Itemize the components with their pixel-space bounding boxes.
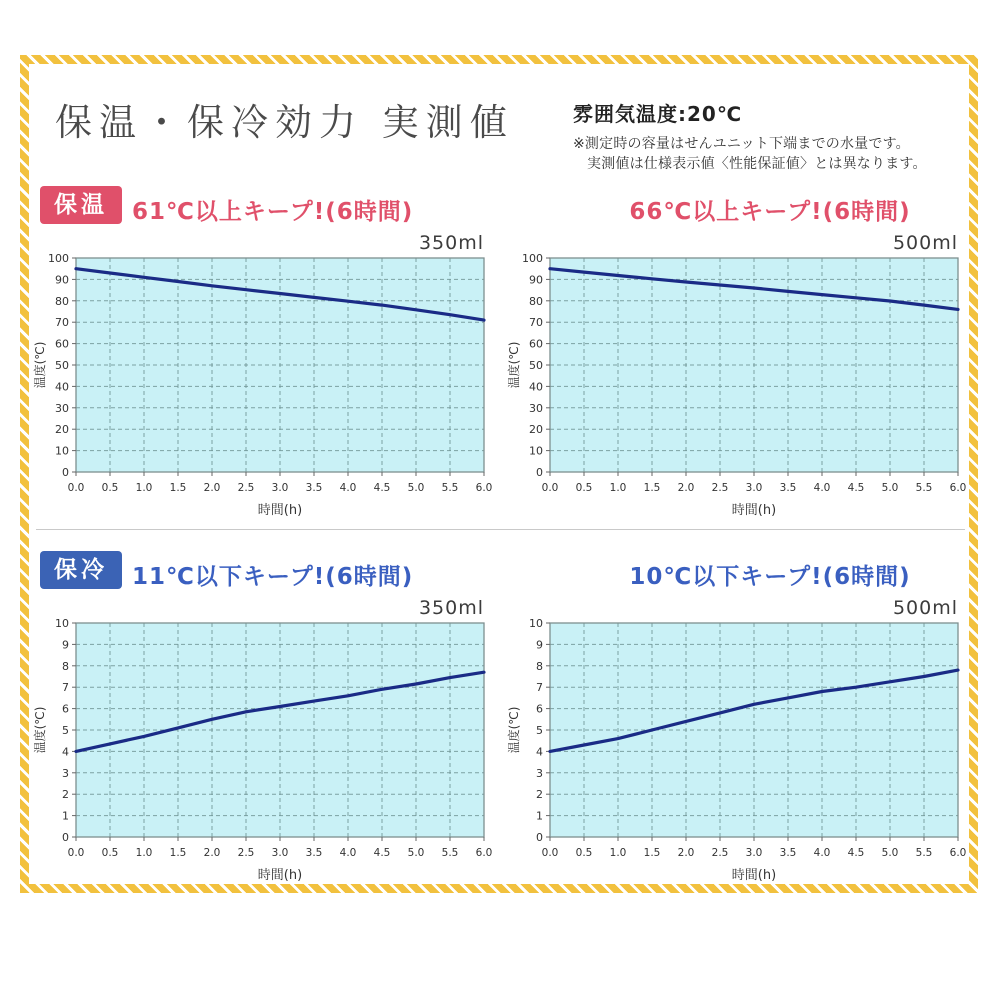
svg-text:0.0: 0.0 (541, 482, 559, 494)
svg-text:5: 5 (536, 724, 543, 737)
svg-text:5.0: 5.0 (407, 482, 425, 494)
svg-text:0: 0 (536, 466, 543, 479)
svg-text:3.5: 3.5 (305, 847, 323, 859)
svg-text:5.0: 5.0 (881, 847, 899, 859)
chart-warm-350ml (32, 232, 494, 524)
svg-text:7: 7 (536, 681, 543, 695)
svg-text:5.0: 5.0 (407, 847, 425, 859)
svg-text:9: 9 (536, 638, 543, 652)
svg-text:2.5: 2.5 (237, 847, 255, 859)
svg-text:時間(h): 時間(h) (731, 868, 777, 883)
svg-text:0.5: 0.5 (575, 482, 593, 494)
svg-text:1.0: 1.0 (135, 847, 153, 859)
svg-text:6: 6 (536, 702, 543, 716)
svg-text:5.5: 5.5 (441, 482, 459, 494)
svg-text:3.5: 3.5 (779, 482, 797, 494)
ambient-temperature-label: 雰囲気温度:20℃ (573, 102, 743, 126)
svg-text:温度(℃): 温度(℃) (507, 341, 521, 389)
svg-text:2.0: 2.0 (203, 482, 221, 494)
svg-text:10: 10 (529, 617, 543, 630)
svg-text:6.0: 6.0 (949, 482, 967, 494)
svg-text:1: 1 (62, 809, 69, 823)
svg-text:6: 6 (62, 702, 69, 716)
svg-text:温度(℃): 温度(℃) (33, 341, 47, 389)
svg-text:6.0: 6.0 (475, 847, 493, 859)
svg-text:500ml: 500ml (892, 597, 958, 619)
svg-text:50: 50 (55, 359, 69, 372)
svg-text:40: 40 (55, 380, 69, 394)
svg-text:5.5: 5.5 (915, 482, 933, 494)
svg-text:4.0: 4.0 (339, 482, 357, 494)
svg-text:2.0: 2.0 (677, 847, 695, 859)
svg-text:5.5: 5.5 (915, 847, 933, 859)
svg-text:20: 20 (529, 423, 543, 437)
svg-text:1.0: 1.0 (609, 847, 627, 859)
svg-text:100: 100 (48, 252, 69, 265)
svg-text:20: 20 (55, 423, 69, 437)
warm-claim-500ml: 66℃以上キープ!(6時間) (629, 199, 911, 225)
chart-warm-500ml (506, 232, 968, 524)
chart-svg (506, 232, 968, 524)
svg-text:90: 90 (529, 273, 543, 287)
svg-text:80: 80 (529, 294, 543, 308)
svg-text:時間(h): 時間(h) (257, 503, 303, 518)
cold-claim-350ml: 11℃以下キープ!(6時間) (132, 564, 414, 590)
svg-text:温度(℃): 温度(℃) (33, 706, 47, 754)
warm-claim-350ml: 61℃以上キープ!(6時間) (132, 199, 414, 225)
svg-text:1.5: 1.5 (643, 847, 661, 859)
svg-text:60: 60 (529, 337, 543, 351)
svg-text:1.0: 1.0 (135, 482, 153, 494)
svg-text:3.5: 3.5 (305, 482, 323, 494)
svg-text:3.5: 3.5 (779, 847, 797, 859)
svg-text:1.5: 1.5 (169, 847, 187, 859)
svg-text:2: 2 (62, 788, 69, 802)
svg-text:0: 0 (536, 831, 543, 844)
svg-text:8: 8 (62, 659, 69, 673)
ambient-info (573, 98, 965, 175)
svg-text:3.0: 3.0 (745, 482, 763, 494)
svg-text:100: 100 (522, 252, 543, 265)
svg-text:1: 1 (536, 809, 543, 823)
section-divider (36, 529, 965, 530)
svg-text:350ml: 350ml (418, 232, 484, 254)
svg-text:0.5: 0.5 (575, 847, 593, 859)
svg-text:時間(h): 時間(h) (257, 868, 303, 883)
svg-text:0.5: 0.5 (101, 847, 119, 859)
svg-text:5.5: 5.5 (441, 847, 459, 859)
svg-text:3: 3 (536, 766, 543, 780)
chart-svg (506, 597, 968, 889)
chart-cold-350ml (32, 597, 494, 889)
svg-text:10: 10 (529, 444, 543, 458)
page-title: 保温・保冷効力 実測値 (55, 101, 514, 144)
svg-text:0.0: 0.0 (67, 847, 85, 859)
svg-text:2.5: 2.5 (711, 482, 729, 494)
svg-text:4: 4 (62, 745, 69, 759)
svg-text:350ml: 350ml (418, 597, 484, 619)
svg-text:4.5: 4.5 (373, 847, 391, 859)
svg-text:60: 60 (55, 337, 69, 351)
svg-text:5: 5 (62, 724, 69, 737)
svg-text:時間(h): 時間(h) (731, 503, 777, 518)
svg-text:7: 7 (62, 681, 69, 695)
svg-text:0: 0 (62, 831, 69, 844)
svg-text:4.5: 4.5 (847, 847, 865, 859)
svg-text:0.5: 0.5 (101, 482, 119, 494)
svg-text:3.0: 3.0 (271, 482, 289, 494)
svg-text:70: 70 (55, 316, 69, 330)
svg-text:4.5: 4.5 (373, 482, 391, 494)
svg-text:30: 30 (529, 401, 543, 415)
svg-text:4: 4 (536, 745, 543, 759)
svg-text:1.5: 1.5 (643, 482, 661, 494)
svg-text:8: 8 (536, 659, 543, 673)
svg-text:2.0: 2.0 (203, 847, 221, 859)
svg-text:4.0: 4.0 (813, 482, 831, 494)
svg-text:40: 40 (529, 380, 543, 394)
cold-section-badge: 保冷 (40, 551, 122, 589)
svg-text:70: 70 (529, 316, 543, 330)
svg-text:4.0: 4.0 (339, 847, 357, 859)
svg-text:3.0: 3.0 (745, 847, 763, 859)
svg-text:30: 30 (55, 401, 69, 415)
svg-text:3: 3 (62, 766, 69, 780)
svg-text:5.0: 5.0 (881, 482, 899, 494)
svg-text:2.5: 2.5 (711, 847, 729, 859)
svg-text:2.5: 2.5 (237, 482, 255, 494)
svg-text:0.0: 0.0 (67, 482, 85, 494)
svg-text:2: 2 (536, 788, 543, 802)
svg-text:6.0: 6.0 (949, 847, 967, 859)
svg-text:4.5: 4.5 (847, 482, 865, 494)
chart-cold-500ml (506, 597, 968, 889)
svg-text:6.0: 6.0 (475, 482, 493, 494)
cold-claim-500ml: 10℃以下キープ!(6時間) (629, 564, 911, 590)
svg-text:9: 9 (62, 638, 69, 652)
svg-text:2.0: 2.0 (677, 482, 695, 494)
note-line-1: ※測定時の容量はせんユニット下端までの水量です。 (573, 136, 910, 152)
svg-text:10: 10 (55, 617, 69, 630)
svg-text:90: 90 (55, 273, 69, 287)
warm-section-badge: 保温 (40, 186, 122, 224)
svg-text:3.0: 3.0 (271, 847, 289, 859)
svg-text:温度(℃): 温度(℃) (507, 706, 521, 754)
svg-text:4.0: 4.0 (813, 847, 831, 859)
svg-text:0.0: 0.0 (541, 847, 559, 859)
svg-text:10: 10 (55, 444, 69, 458)
chart-svg (32, 597, 494, 889)
svg-text:500ml: 500ml (892, 232, 958, 254)
svg-text:50: 50 (529, 359, 543, 372)
chart-svg (32, 232, 494, 524)
svg-text:80: 80 (55, 294, 69, 308)
svg-text:1.0: 1.0 (609, 482, 627, 494)
svg-text:0: 0 (62, 466, 69, 479)
note-line-2: 実測値は仕様表示値〈性能保証値〉とは異なります。 (587, 156, 927, 173)
svg-text:1.5: 1.5 (169, 482, 187, 494)
